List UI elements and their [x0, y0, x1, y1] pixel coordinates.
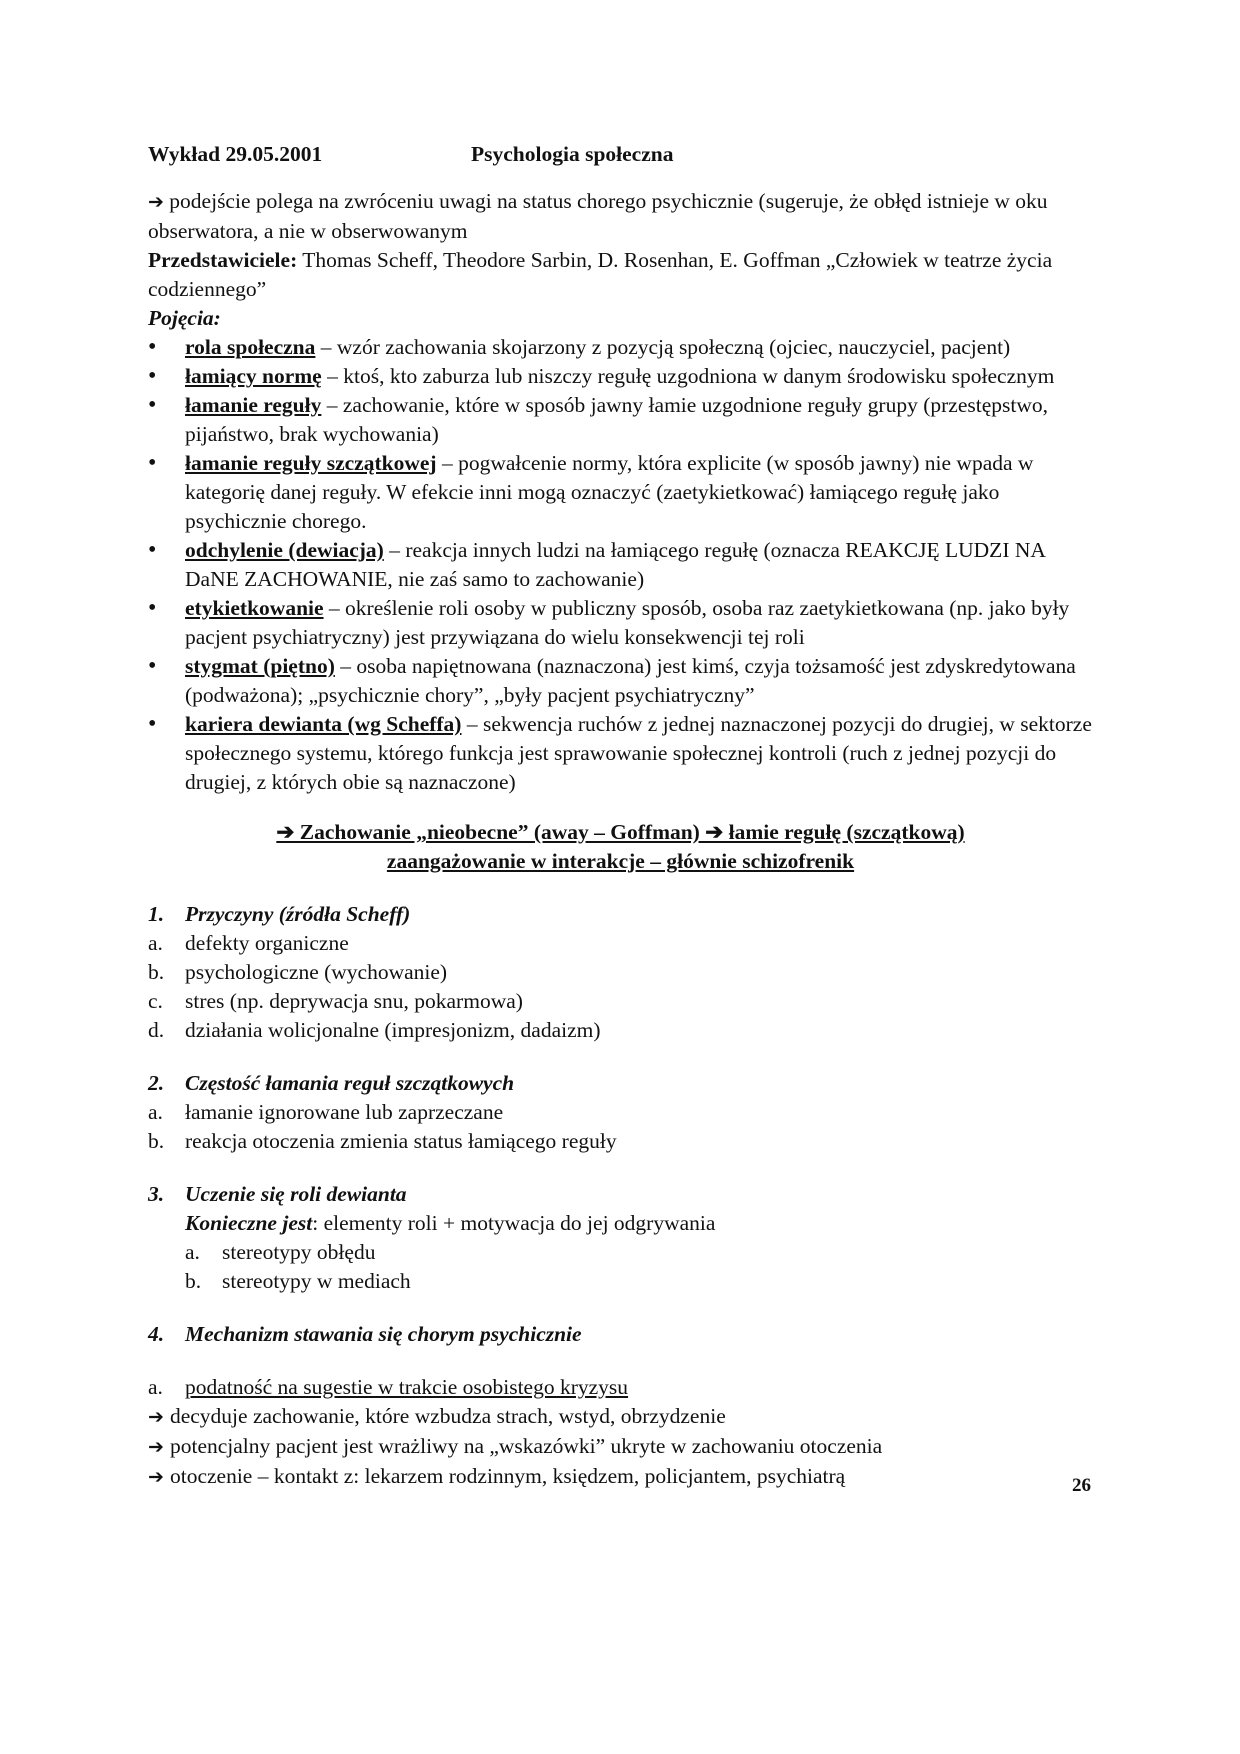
concepts-label: Pojęcia: [148, 306, 221, 330]
concept-desc: – ktoś, kto zaburza lub niszczy regułę uzgodniona w danym środowisku społecznym [321, 364, 1055, 388]
list-item [148, 594, 1093, 652]
concept-term: rola społeczna [185, 335, 316, 359]
arrow-line: ➔ potencjalny pacjent jest wrażliwy na „wskazówki” ukryte w zachowaniu otoczenia [148, 1434, 883, 1458]
section-title: 3. Uczenie się roli dewianta [148, 1182, 407, 1206]
concept-term: łamiący normę [185, 364, 322, 388]
representatives-line [148, 246, 1093, 304]
section-title: 1. Przyczyny (źródła Scheff) [148, 902, 411, 926]
lecture-header [148, 140, 1093, 169]
center-heading-line1: ➔ Zachowanie „nieobecne” (away – Goffman) ➔ łamie regułę (szczątkową) [276, 820, 965, 844]
concept-desc: – pogwałcenie normy, która explicite (w sposób jawny) nie wpada w kategorię danej reguły. W efekcie inni mogą oznaczyć (zaetykietkować) łamiącego regułę jako psychicznie chorego. [185, 451, 1034, 533]
intro-text: podejście polega na zwróceniu uwagi na status chorego psychicznie (sugeruje, że obłęd istnieje w oku obserwatora, a nie w obserwowanym [148, 189, 1048, 243]
arrow-icon: ➔ [148, 1406, 170, 1428]
arrow-icon: ➔ [148, 191, 164, 213]
section-mechanism [148, 1320, 1093, 1492]
list-item: a. defekty organiczne [148, 931, 349, 955]
concept-desc: – reakcja innych ludzi na łamiącego regułę (oznacza REAKCJĘ LUDZI NA DaNE ZACHOWANIE, nie zaś samo to zachowanie) [185, 538, 1045, 591]
concepts-list [148, 333, 1093, 797]
list-item [148, 536, 1093, 594]
concept-desc: – osoba napiętnowana (naznaczona) jest kimś, czyja tożsamość jest zdyskredytowana (podważona); „psychicznie chory”, „były pacjent psychiatryczny” [185, 654, 1076, 707]
needed-line: Konieczne jest: elementy roli + motywacja do jej odgrywania [185, 1211, 716, 1235]
concept-desc: – zachowanie, które w sposób jawny łamie uzgodnione reguły grupy (przestępstwo, pijaństwo, brak wychowania) [185, 393, 1048, 446]
list-item: b. psychologiczne (wychowanie) [148, 960, 448, 984]
list-item [148, 710, 1093, 797]
document-page [148, 140, 1093, 1492]
representatives-text: Thomas Scheff, Theodore Sarbin, D. Rosenhan, E. Goffman „Człowiek w teatrze życia codziennego” [148, 248, 1053, 301]
list-item: b. stereotypy w mediach [185, 1269, 411, 1293]
section-causes [148, 900, 1093, 1045]
arrow-icon: ➔ [148, 1436, 170, 1458]
list-item [148, 362, 1093, 391]
representatives-label: Przedstawiciele: [148, 248, 298, 272]
list-item: a. podatność na sugestie w trakcie osobistego kryzysu [148, 1375, 629, 1399]
section-title: 4. Mechanizm stawania się chorym psychicznie [148, 1322, 582, 1346]
section-title: 2. Częstość łamania reguł szczątkowych [148, 1071, 515, 1095]
list-item: a. stereotypy obłędu [185, 1240, 376, 1264]
lecture-subject: Psychologia społeczna [471, 142, 674, 166]
page-number: 26 [1072, 1475, 1091, 1496]
section-frequency [148, 1069, 1093, 1156]
arrow-line: ➔ decyduje zachowanie, które wzbudza strach, wstyd, obrzydzenie [148, 1404, 726, 1428]
concept-term: stygmat (piętno) [185, 654, 335, 678]
list-item: d. działania wolicjonalne (impresjonizm, dadaizm) [148, 1018, 601, 1042]
concept-desc: – wzór zachowania skojarzony z pozycją społeczną (ojciec, nauczyciel, pacjent) [315, 335, 1011, 359]
list-item: a. łamanie ignorowane lub zaprzeczane [148, 1100, 504, 1124]
concept-desc: – określenie roli osoby w publiczny sposób, osoba raz zaetykietkowana (np. jako były pacjent psychiatryczny) jest przywiązana do wielu konsekwencji tej roli [185, 596, 1070, 649]
concept-term: etykietkowanie [185, 596, 324, 620]
concept-term: łamanie reguły szczątkowej [185, 451, 437, 475]
concept-term: odchylenie (dewiacja) [185, 538, 384, 562]
list-item [148, 449, 1093, 536]
list-item [148, 652, 1093, 710]
section-learning [148, 1180, 1093, 1296]
center-heading [148, 818, 1093, 876]
concept-term: łamanie reguły [185, 393, 322, 417]
list-item [148, 333, 1093, 362]
list-item: c. stres (np. deprywacja snu, pokarmowa) [148, 989, 523, 1013]
concept-term: kariera dewianta (wg Scheffa) [185, 712, 462, 736]
arrow-line: ➔ otoczenie – kontakt z: lekarzem rodzinnym, księdzem, policjantem, psychiatrą [148, 1464, 846, 1488]
intro-paragraph [148, 187, 1093, 246]
concept-desc: – sekwencja ruchów z jednej naznaczonej pozycji do drugiej, w sektorze społecznego systemu, którego funkcja jest sprawowanie społecznej kontroli (ruch z jednej pozycji do drugiej, z których obie są naznaczone) [185, 712, 1092, 794]
list-item [148, 391, 1093, 449]
arrow-icon: ➔ [148, 1466, 170, 1488]
list-item: b. reakcja otoczenia zmienia status łamiącego reguły [148, 1129, 617, 1153]
lecture-date: Wykład 29.05.2001 [148, 142, 323, 166]
center-heading-line2: zaangażowanie w interakcje – głównie schizofrenik [386, 849, 855, 873]
